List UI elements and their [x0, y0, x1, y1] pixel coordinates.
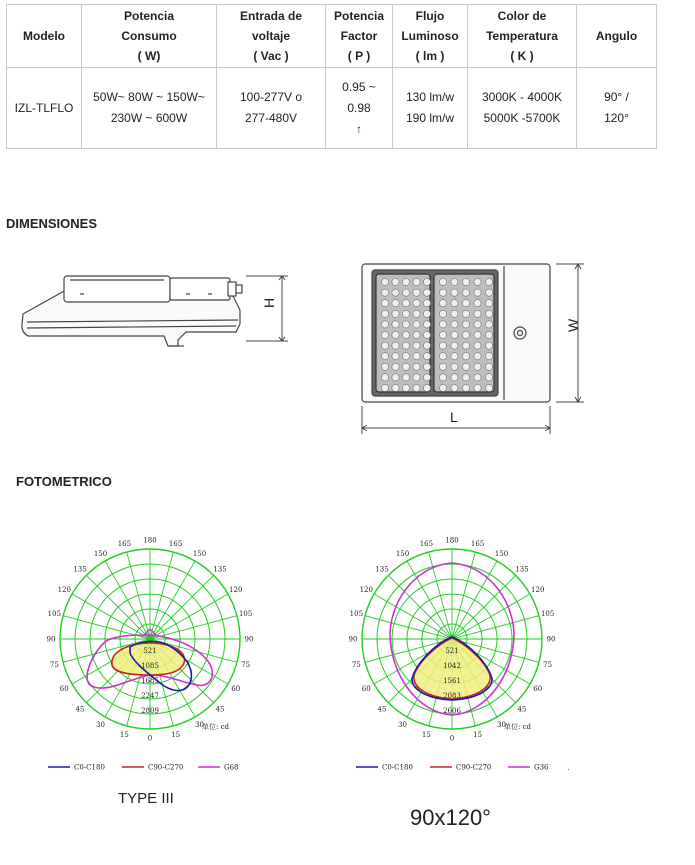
angle-label: 60 [361, 685, 371, 693]
cell-modelo [7, 68, 82, 149]
led-lens [413, 289, 420, 296]
led-lens [485, 353, 492, 360]
led-lens [451, 300, 458, 307]
cell-line: IZL-TLFLO [14, 100, 74, 115]
led-lens [439, 310, 446, 317]
grid-spoke [150, 561, 195, 639]
led-lens [381, 289, 388, 296]
led-lens [451, 353, 458, 360]
angle-label: 30 [398, 721, 407, 730]
legend-label: C0-C180 [74, 763, 105, 772]
led-lens [439, 289, 446, 296]
cell-line: Factor [340, 29, 378, 43]
led-lens [413, 384, 420, 391]
led-lens [485, 342, 492, 349]
led-lens [402, 310, 409, 317]
angle-label: 135 [73, 565, 87, 574]
grid-spoke [452, 561, 497, 639]
top-view-drawing [358, 262, 590, 437]
angle-label: 120 [57, 586, 71, 594]
angle-label: 105 [238, 609, 253, 618]
cell-line: 277-480V [244, 111, 298, 125]
angle-label: 105 [540, 609, 555, 618]
grid-spoke [150, 594, 228, 639]
l-dimension-label: L [450, 409, 458, 425]
led-lens [402, 289, 409, 296]
led-lens [451, 321, 458, 328]
cell-line: 100-277V o [239, 90, 303, 104]
cell-line: 3000K - 4000K [481, 90, 563, 104]
cell-color-temperatura [468, 68, 577, 149]
led-lens [439, 300, 446, 307]
led-lens [423, 310, 430, 317]
led-lens [474, 300, 481, 307]
unit-label: 单位: cd [504, 723, 531, 731]
led-lens [462, 374, 469, 381]
led-lens [402, 353, 409, 360]
led-lens [474, 321, 481, 328]
led-lens [474, 363, 481, 370]
side-view-drawing [18, 266, 293, 356]
grid-spoke [452, 575, 516, 639]
grid-spoke [407, 561, 452, 639]
cell-line: ( W) [137, 49, 161, 63]
led-lens [485, 278, 492, 285]
angle-label: 45 [517, 705, 527, 714]
w-dimension-label: W [565, 318, 581, 332]
spec-data-row [7, 68, 657, 149]
led-lens [402, 384, 409, 391]
led-lens [381, 300, 388, 307]
cell-angulo [577, 68, 657, 149]
led-lens [381, 363, 388, 370]
angle-label: 135 [515, 565, 529, 574]
led-lens [392, 300, 399, 307]
led-lens [423, 321, 430, 328]
cell-line: 0.98 [347, 100, 371, 115]
led-lens [439, 321, 446, 328]
led-lens [392, 310, 399, 317]
led-lens [392, 374, 399, 381]
spec-table [6, 4, 657, 149]
led-lens [423, 331, 430, 338]
led-lens [474, 278, 481, 285]
angle-label: 150 [395, 549, 410, 558]
led-lens [402, 331, 409, 338]
cell-line: 5000K -5700K [483, 111, 561, 125]
led-lens [474, 353, 481, 360]
angle-label: 165 [117, 539, 132, 548]
angle-label: 135 [213, 565, 227, 574]
cell-line: 0.95 ~ [342, 79, 376, 94]
cell-line: 230W ~ 600W [110, 111, 188, 125]
cell-line: 90° / [604, 90, 629, 104]
led-lens [439, 374, 446, 381]
led-lens [462, 331, 469, 338]
cell-line: 130 lm/w [405, 90, 455, 104]
led-lens [485, 300, 492, 307]
led-lens [392, 289, 399, 296]
angle-label: 45 [377, 705, 387, 714]
diagram-caption-90x120: 90x120° [410, 805, 491, 830]
angle-label: 75 [351, 661, 361, 670]
led-lens [423, 384, 430, 391]
cell-potencia-consumo [82, 68, 217, 149]
led-lens [439, 363, 446, 370]
led-lens [462, 342, 469, 349]
angle-label: 60 [59, 685, 69, 693]
legend-label: G68 [224, 763, 239, 772]
angle-label: 120 [229, 586, 243, 594]
cell-line: Entrada de [239, 9, 302, 23]
grid-spoke [388, 575, 452, 639]
led-lens [462, 289, 469, 296]
ring-value-label: 2083 [443, 692, 461, 700]
led-lens [381, 342, 388, 349]
cell-line: 120° [604, 111, 629, 125]
legend-label: C90-C270 [456, 763, 492, 772]
led-lens [413, 363, 420, 370]
angle-label: 0 [147, 734, 153, 743]
led-lens [439, 384, 446, 391]
led-lens [474, 384, 481, 391]
cell-line: ( Vac ) [253, 49, 289, 63]
led-lens [485, 321, 492, 328]
cell-line: Potencia [123, 9, 174, 23]
grid-spoke [150, 575, 214, 639]
header-entrada-voltaje [217, 5, 326, 68]
header-modelo [7, 5, 82, 68]
polar-diagram-90x120 [332, 535, 572, 780]
angle-label: 60 [231, 685, 241, 693]
cell-line: Luminoso [401, 29, 459, 43]
led-lens [423, 342, 430, 349]
cell-entrada-voltaje [217, 68, 326, 149]
ring-value-label: 1042 [443, 662, 461, 670]
led-lens [381, 331, 388, 338]
cell-line: Flujo [415, 9, 445, 23]
ring-value-label: 521 [445, 647, 459, 655]
cell-line: ( K ) [510, 49, 534, 63]
angle-label: 30 [96, 721, 105, 730]
led-lens [392, 342, 399, 349]
led-lens [439, 342, 446, 349]
ring-value-label: 2247 [141, 692, 159, 700]
led-lens [439, 353, 446, 360]
dimensions-title: DIMENSIONES [6, 216, 98, 231]
header-potencia-consumo [82, 5, 217, 68]
cell-line: 190 lm/w [405, 111, 455, 125]
angle-label: 165 [168, 539, 183, 548]
polar-diagram-type-iii [30, 535, 270, 780]
cell-line: ↑ [356, 121, 362, 136]
led-lens [462, 300, 469, 307]
angle-label: 45 [75, 705, 85, 714]
cell-line: Consumo [121, 29, 177, 43]
led-lens [474, 289, 481, 296]
header-color-temperatura [468, 5, 577, 68]
cell-line: ( P ) [347, 49, 371, 63]
angle-label: 120 [359, 586, 373, 594]
led-lens [474, 342, 481, 349]
led-lens [474, 331, 481, 338]
grid-spoke [374, 594, 452, 639]
led-lens [451, 278, 458, 285]
angle-label: 75 [241, 661, 251, 670]
led-lens [402, 374, 409, 381]
led-lens [451, 384, 458, 391]
led-lens [423, 300, 430, 307]
led-lens [413, 331, 420, 338]
angle-label: 180 [445, 536, 459, 545]
angle-label: 90 [244, 635, 254, 644]
led-lens [485, 289, 492, 296]
led-lens [413, 321, 420, 328]
led-lens [462, 310, 469, 317]
legend-label: C0-C180 [382, 763, 413, 772]
angle-label: 150 [93, 549, 108, 558]
h-dimension-label: H [261, 297, 277, 308]
angle-label: 90 [348, 635, 358, 644]
led-lens [402, 342, 409, 349]
angle-label: 105 [47, 609, 62, 618]
led-lens [392, 331, 399, 338]
angle-label: 30 [195, 721, 204, 730]
led-lens [392, 278, 399, 285]
led-lens [462, 278, 469, 285]
ring-value-label: 1561 [443, 677, 461, 685]
led-lens [485, 374, 492, 381]
angle-label: 15 [171, 731, 181, 740]
legend-label: G36 [534, 763, 549, 772]
cell-line: Angulo [595, 29, 638, 43]
polar-grid [57, 549, 243, 729]
led-lens [381, 374, 388, 381]
angle-label: 150 [494, 549, 509, 558]
unit-label: 单位: cd [202, 723, 229, 731]
angle-label: 0 [449, 734, 455, 743]
led-lens [402, 363, 409, 370]
led-lens [485, 310, 492, 317]
led-lens [381, 278, 388, 285]
angle-label: 105 [349, 609, 364, 618]
led-lens [451, 342, 458, 349]
cell-flujo-luminoso [393, 68, 468, 149]
cell-line: ( lm ) [415, 49, 445, 63]
led-lens [413, 353, 420, 360]
led-lens [451, 310, 458, 317]
header-flujo-luminoso [393, 5, 468, 68]
ring-value-label: 2606 [443, 707, 461, 715]
led-lens [439, 331, 446, 338]
led-lens [423, 363, 430, 370]
led-lens [381, 310, 388, 317]
dot-mark: · [567, 765, 570, 774]
grid-spoke [86, 575, 150, 639]
angle-label: 75 [543, 661, 553, 670]
angle-label: 165 [419, 539, 434, 548]
grid-spoke [105, 561, 150, 639]
led-lens [392, 321, 399, 328]
led-lens [423, 278, 430, 285]
angle-label: 15 [119, 731, 129, 740]
angle-label: 180 [143, 536, 157, 545]
led-lens [402, 300, 409, 307]
led-lens [474, 374, 481, 381]
led-lens [413, 310, 420, 317]
led-lens [462, 363, 469, 370]
grid-spoke [452, 594, 530, 639]
ring-value-label: 1685 [141, 677, 159, 685]
led-lens [485, 331, 492, 338]
led-lens [413, 374, 420, 381]
cell-line: Potencia [333, 9, 384, 23]
cell-line: voltaje [251, 29, 290, 43]
led-lens [462, 353, 469, 360]
led-lens [402, 278, 409, 285]
ring-value-label: 521 [143, 647, 157, 655]
led-lens [451, 363, 458, 370]
led-lens [485, 363, 492, 370]
cell-line: Temperatura [486, 29, 558, 43]
grid-spoke [72, 594, 150, 639]
header-angulo [577, 5, 657, 68]
angle-label: 165 [470, 539, 485, 548]
led-lens [462, 384, 469, 391]
angle-label: 75 [49, 661, 59, 670]
led-lens [439, 278, 446, 285]
angle-label: 120 [531, 586, 545, 594]
ring-value-label: 1085 [141, 662, 159, 670]
angle-label: 15 [473, 731, 483, 740]
led-lens [392, 363, 399, 370]
diagram-caption-type-iii: TYPE III [118, 790, 174, 807]
led-lens [451, 289, 458, 296]
legend-label: C90-C270 [148, 763, 184, 772]
header-potencia-factor [326, 5, 393, 68]
angle-label: 15 [421, 731, 431, 740]
angle-label: 135 [375, 565, 389, 574]
cell-potencia-factor [326, 68, 393, 149]
angle-label: 150 [192, 549, 207, 558]
angle-label: 60 [533, 685, 543, 693]
led-lens [451, 331, 458, 338]
angle-label: 90 [46, 635, 56, 644]
ring-value-label: 2809 [141, 707, 159, 715]
led-lens [423, 374, 430, 381]
led-lens [381, 321, 388, 328]
led-lens [381, 384, 388, 391]
led-lens [402, 321, 409, 328]
angle-label: 45 [215, 705, 225, 714]
cell-line: 50W~ 80W ~ 150W~ [93, 90, 205, 104]
led-lens [413, 300, 420, 307]
led-lens [381, 353, 388, 360]
cell-line: Color de [497, 9, 547, 23]
led-lens [392, 384, 399, 391]
angle-label: 90 [546, 635, 556, 644]
led-lens [413, 278, 420, 285]
led-lens [485, 384, 492, 391]
led-lens [451, 374, 458, 381]
spec-header-row [7, 5, 657, 68]
angle-label: 30 [497, 721, 506, 730]
photometric-title: FOTOMETRICO [16, 474, 112, 489]
led-lens [474, 310, 481, 317]
led-lens [423, 353, 430, 360]
led-lens [392, 353, 399, 360]
led-lens [423, 289, 430, 296]
led-lens [413, 342, 420, 349]
led-lens [462, 321, 469, 328]
cell-line: Modelo [23, 29, 65, 43]
